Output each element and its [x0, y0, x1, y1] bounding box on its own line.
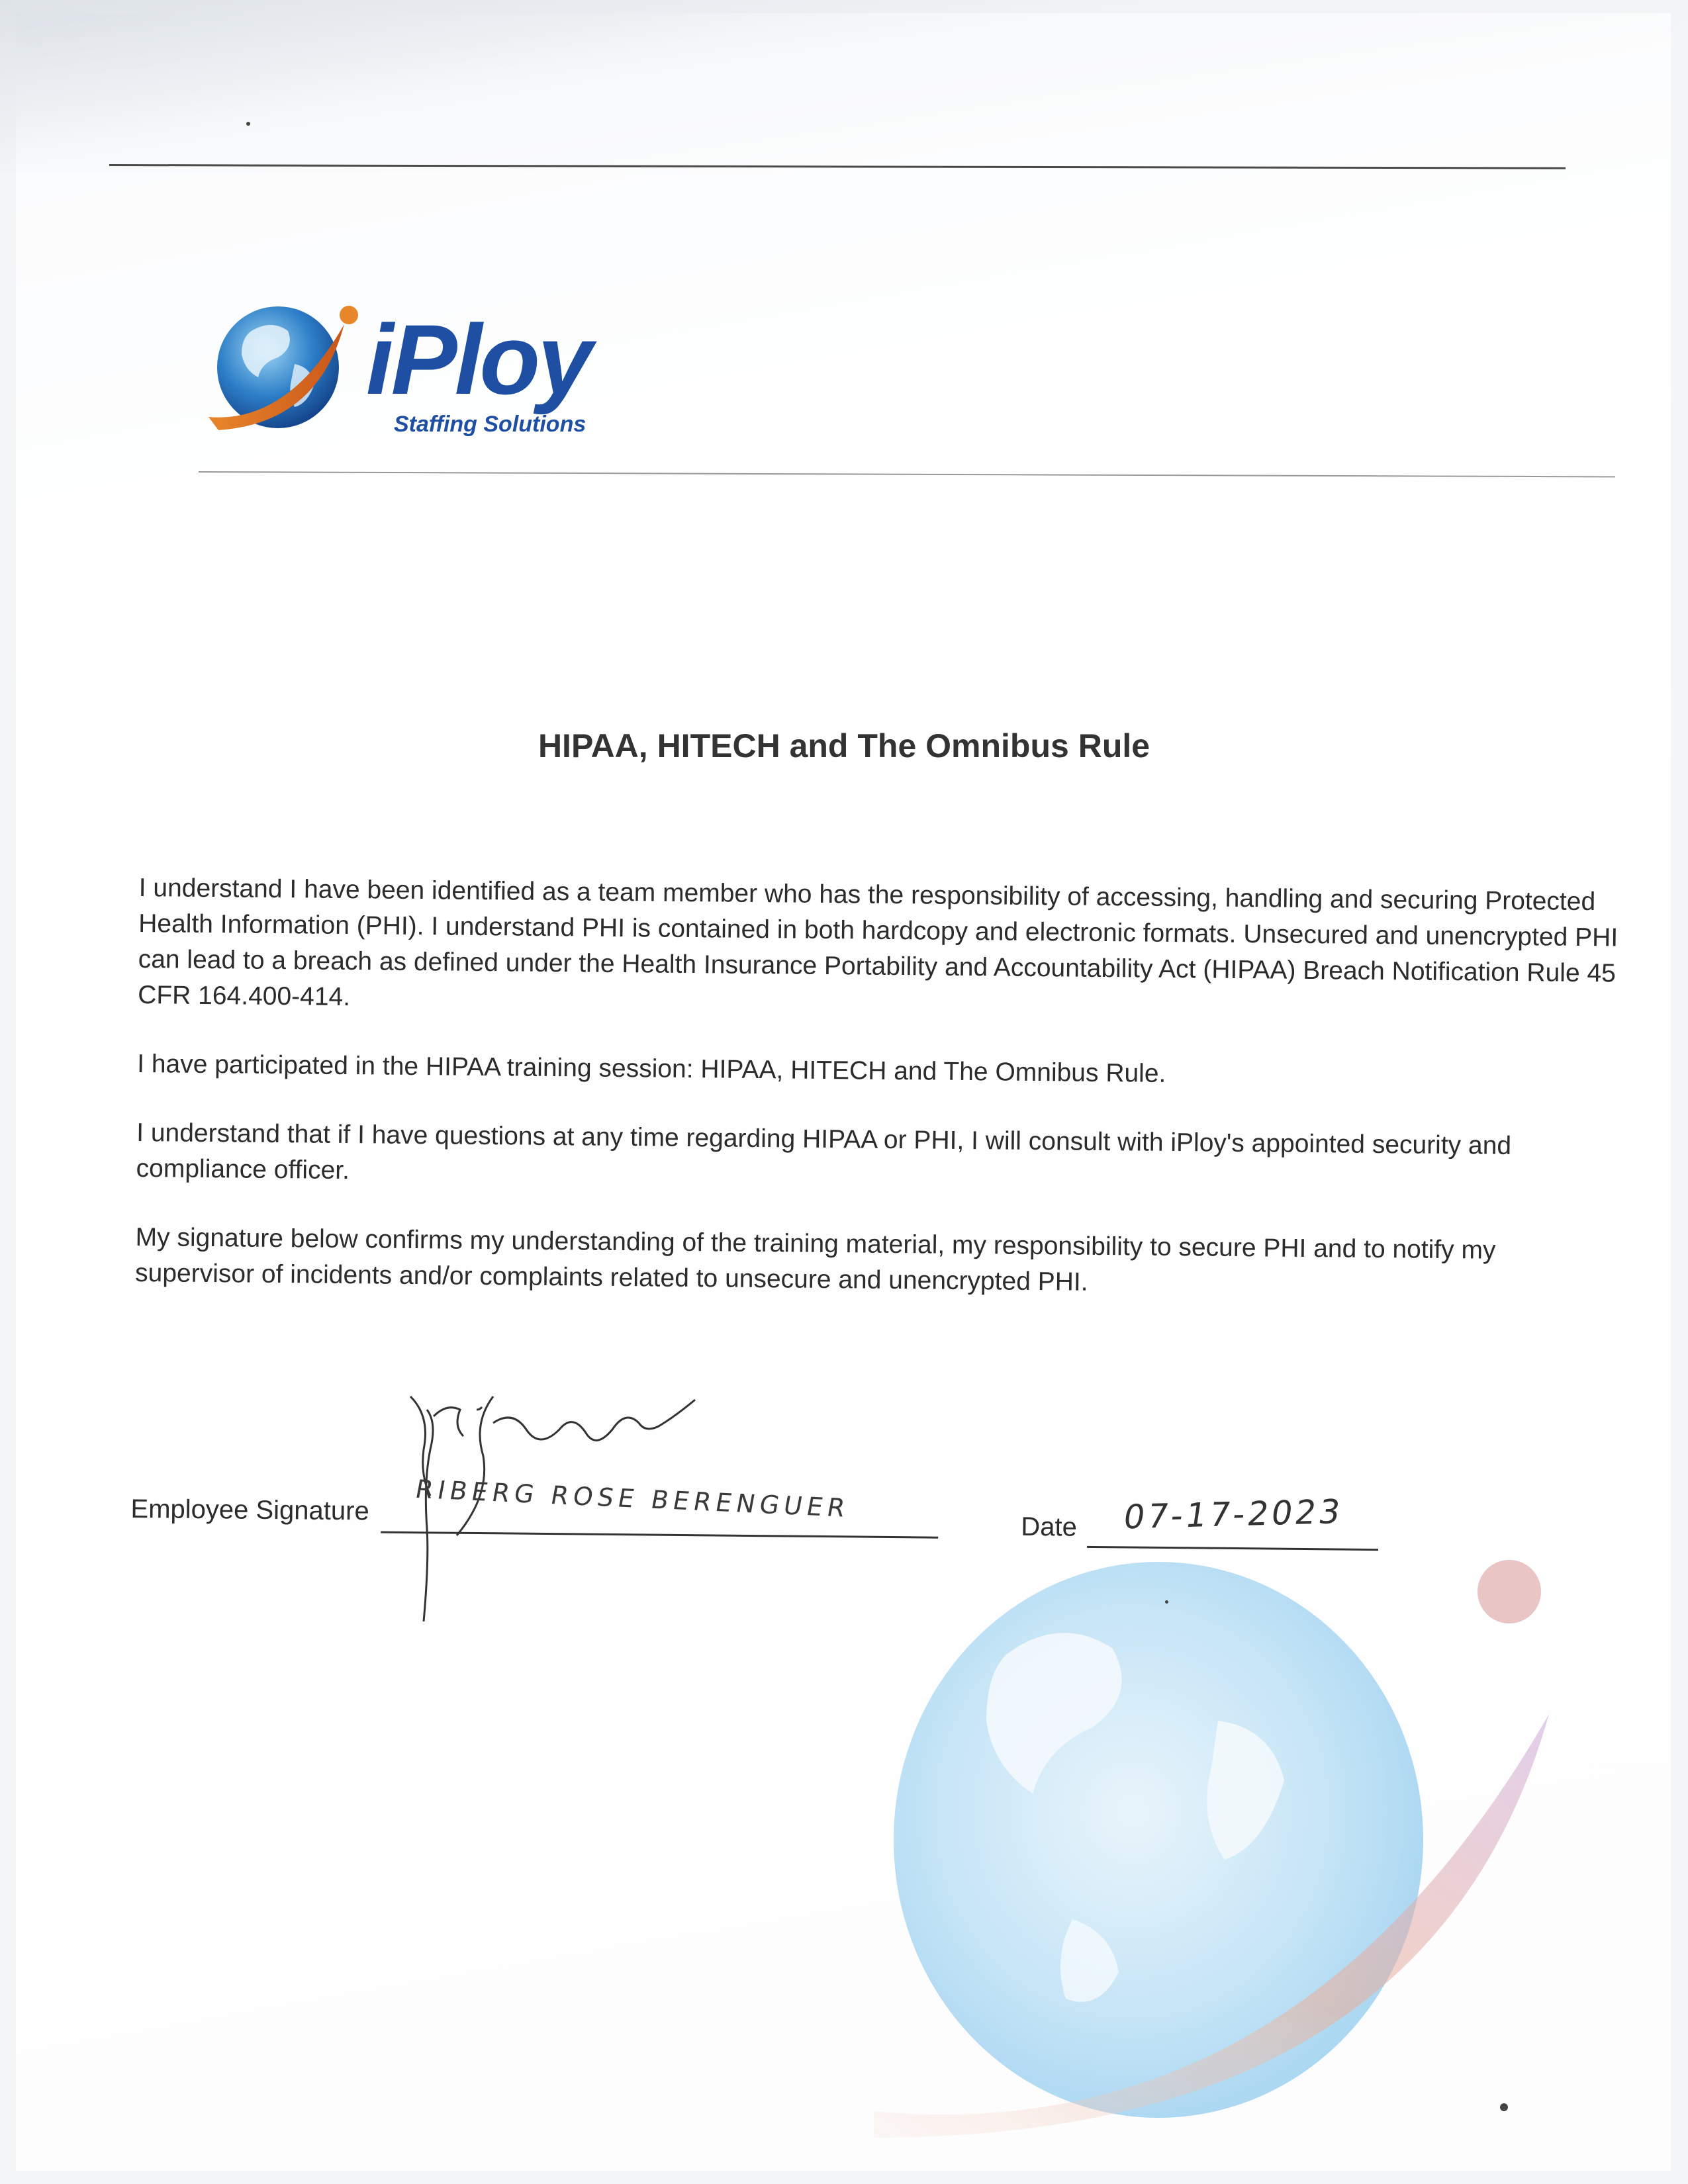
paragraph-phi-responsibility: I understand I have been identified as a team member who has the responsibility of accessing, handling and securing Protected Health Information (PHI). I understand PHI is contained in both hardcopy and electronic formats. Unsecured and unencrypted PHI can lead to a breach as defined under the Health Insurance Portability and Accountability Act (HIPAA) Breach Notification Rule 45 CFR 164.400-414.	[137, 873, 1618, 1012]
paragraph-signature-confirmation: My signature below confirms my understanding of the training material, my responsibility to secure PHI and to notify my supervisor of incidents and/or complaints related to unsecure and unencrypted PHI.	[134, 1222, 1496, 1297]
paragraph-training-session: I have participated in the HIPAA training session: HIPAA, HITECH and The Omnibus Rule.	[136, 1049, 1166, 1088]
brand-wordmark: iPloy	[366, 304, 590, 415]
document-body	[134, 870, 1621, 1338]
document-title: HIPAA, HITECH and The Omnibus Rule	[538, 727, 1150, 764]
brand-tagline: Staffing Solutions	[394, 412, 586, 437]
paper-speck	[1500, 2103, 1508, 2111]
paragraph-questions: I understand that if I have questions at any time regarding HIPAA or PHI, I will consult with iPloy's appointed security and compliance officer.	[136, 1118, 1512, 1185]
globe-watermark-icon	[874, 1549, 1615, 2144]
handwritten-printed-name: RIBERG ROSE BERENGUER	[413, 1474, 853, 1523]
employee-signature-label: Employee Signature	[130, 1494, 369, 1526]
globe-icon	[209, 306, 358, 430]
paper-speck	[246, 122, 250, 126]
handwritten-date: 07-17-2023	[1121, 1492, 1346, 1537]
signature-line	[381, 1531, 938, 1539]
date-label: Date	[1021, 1512, 1078, 1542]
paper-speck	[1165, 1600, 1168, 1604]
iploy-logo	[195, 285, 672, 457]
